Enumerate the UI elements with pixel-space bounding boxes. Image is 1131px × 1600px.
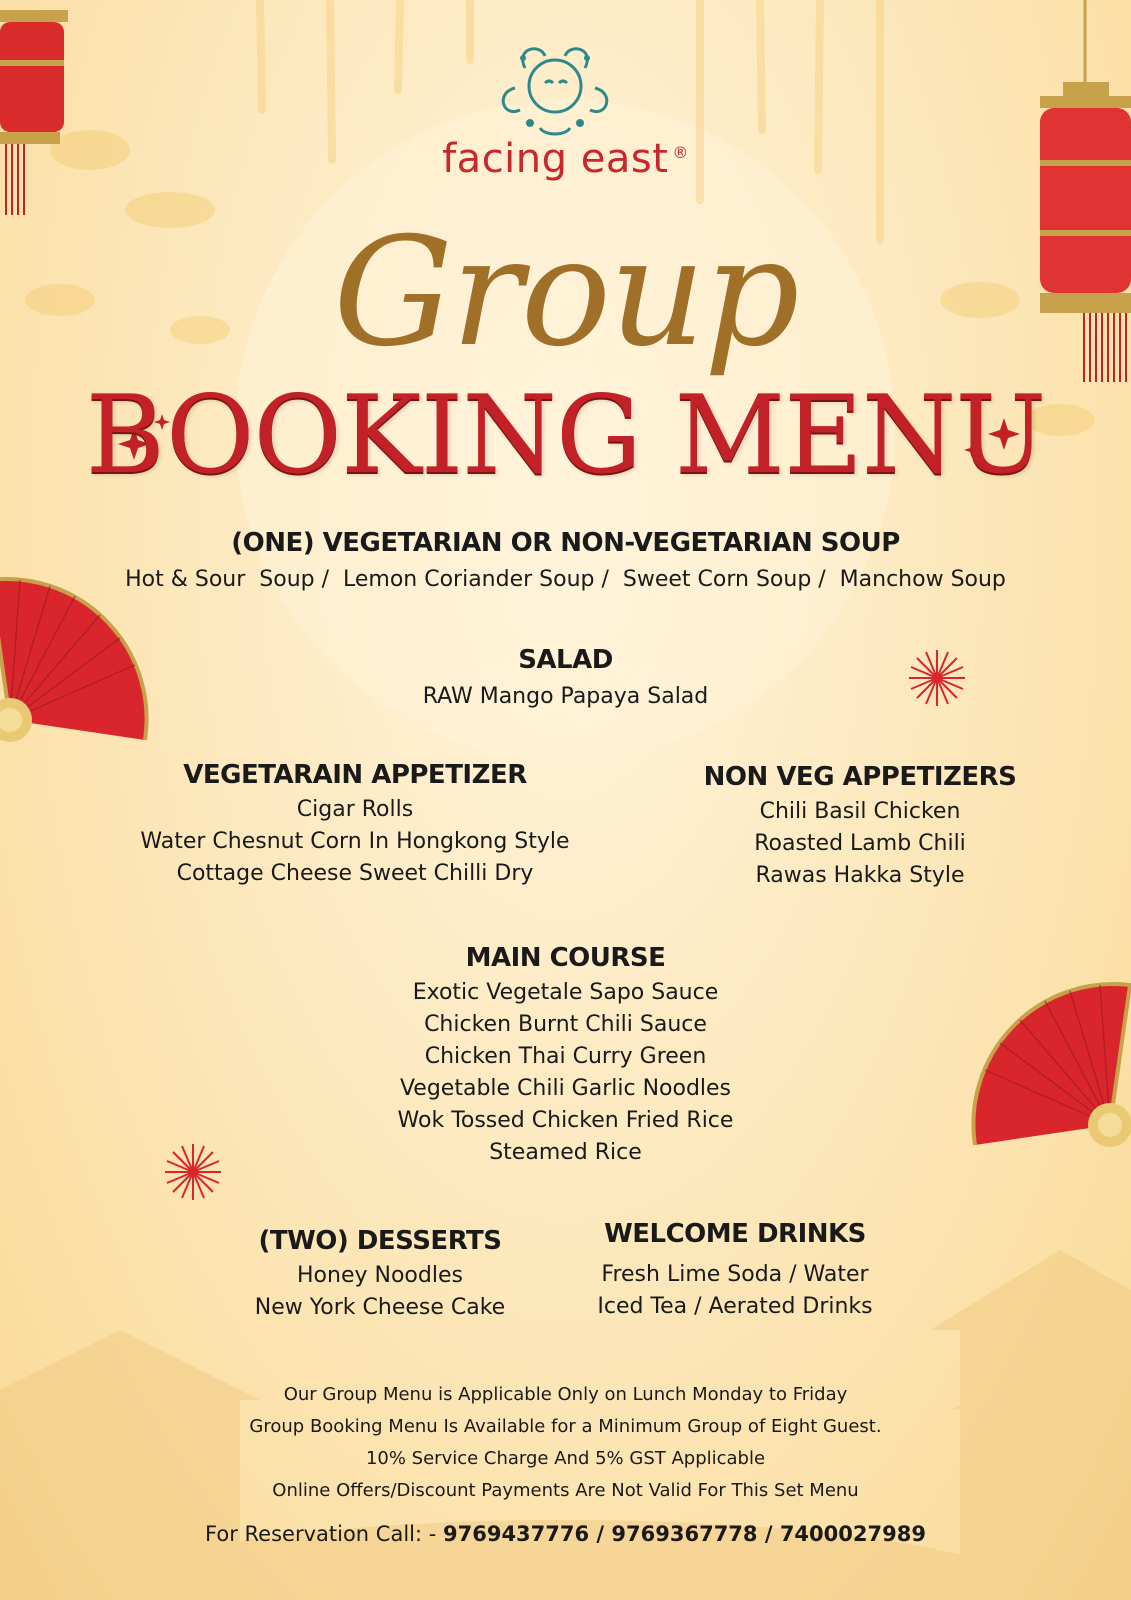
list-item: Cigar Rolls — [296, 797, 414, 822]
list-item: Water Chesnut Corn In Hongkong Style — [140, 829, 570, 854]
list-item: Iced Tea / Aerated Drinks — [597, 1294, 873, 1319]
title-script: Group — [333, 206, 798, 380]
nonveg-appetizer-heading: NON VEG APPETIZERS — [703, 762, 1017, 792]
desserts-heading: (TWO) DESSERTS — [258, 1226, 502, 1256]
note-line: Group Booking Menu Is Available for a Minimum Group of Eight Guest. — [249, 1416, 882, 1437]
list-item: Honey Noodles — [297, 1263, 463, 1288]
note-line: Online Offers/Discount Payments Are Not Valid For This Set Menu — [272, 1480, 859, 1501]
note-line: 10% Service Charge And 5% GST Applicable — [365, 1448, 766, 1469]
drinks-section — [570, 1219, 900, 1323]
main-course-heading: MAIN COURSE — [465, 943, 666, 973]
list-item: Chicken Thai Curry Green — [424, 1044, 707, 1069]
soup-section — [0, 528, 1131, 596]
terms-notes — [0, 1379, 1131, 1507]
list-item: Roasted Lamb Chili — [754, 831, 966, 856]
list-item: Chili Basil Chicken — [759, 799, 961, 824]
reservation-label: For Reservation Call: - — [205, 1522, 443, 1546]
page-title: BOOKING MENU — [85, 373, 1046, 498]
salad-heading: SALAD — [518, 645, 613, 675]
note-line: Our Group Menu is Applicable Only on Lunch Monday to Friday — [283, 1384, 848, 1405]
brand-name: facing east — [442, 136, 669, 182]
main-course-section — [0, 943, 1131, 1169]
list-item: Wok Tossed Chicken Fried Rice — [397, 1108, 734, 1133]
list-item: Cottage Cheese Sweet Chilli Dry — [176, 861, 534, 886]
trademark-symbol: ® — [672, 142, 689, 162]
soup-items: Hot & Sour Soup / Lemon Coriander Soup / Sweet Corn Soup / Manchow Soup — [125, 567, 1006, 592]
list-item: RAW Mango Papaya Salad — [422, 684, 709, 709]
reservation-phone-numbers[interactable]: 9769437776 / 9769367778 / 7400027989 — [443, 1522, 926, 1546]
desserts-section — [220, 1226, 540, 1324]
soup-heading: (ONE) VEGETARIAN OR NON-VEGETARIAN SOUP — [231, 528, 900, 558]
list-item: Rawas Hakka Style — [755, 863, 965, 888]
list-item: Vegetable Chili Garlic Noodles — [399, 1076, 732, 1101]
list-item: Steamed Rice — [489, 1140, 642, 1165]
reservation-line — [0, 1522, 1131, 1546]
veg-appetizer-heading: VEGETARAIN APPETIZER — [183, 760, 527, 790]
list-item: Fresh Lime Soda / Water — [601, 1262, 869, 1287]
list-item: Chicken Burnt Chili Sauce — [424, 1012, 707, 1037]
list-item: Exotic Vegetale Sapo Sauce — [412, 980, 719, 1005]
salad-section — [0, 645, 1131, 713]
nonveg-appetizer-section — [690, 762, 1030, 892]
brand-logo — [0, 136, 1131, 182]
list-item: New York Cheese Cake — [254, 1295, 506, 1320]
drinks-heading: WELCOME DRINKS — [604, 1219, 866, 1249]
logo-emblem-icon — [485, 38, 625, 138]
veg-appetizer-section — [110, 760, 600, 890]
